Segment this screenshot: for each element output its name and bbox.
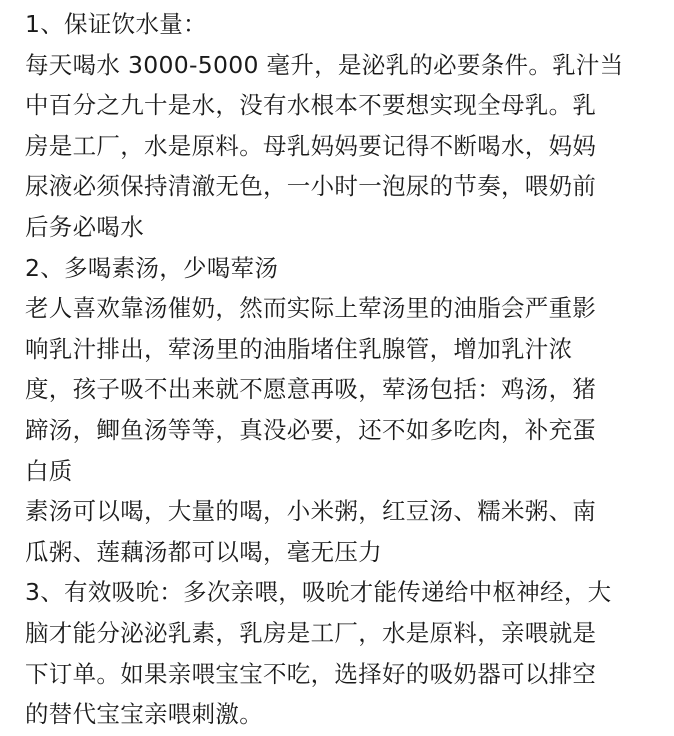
text-line: 瓜粥、莲藕汤都可以喝，毫无压力 <box>25 537 382 566</box>
text-line: 白质 <box>25 456 73 485</box>
text-line: 后务必喝水 <box>25 212 144 241</box>
section-2-heading: 2、多喝素汤，少喝荤汤 <box>25 253 279 282</box>
text-line: 响乳汁排出，荤汤里的油脂堵住乳腺管，增加乳汁浓 <box>25 334 573 363</box>
text-line: 老人喜欢靠汤催奶，然而实际上荤汤里的油脂会严重影 <box>25 294 597 323</box>
text-line: 蹄汤，鲫鱼汤等等，真没必要，还不如多吃肉，补充蛋 <box>25 415 597 444</box>
text-line: 尿液必须保持清澈无色，一小时一泡尿的节奏，喂奶前 <box>25 172 597 201</box>
section-3-heading: 3、有效吸吮：多次亲喂，吸吮才能传递给中枢神经，大 <box>25 578 612 607</box>
text-line: 中百分之九十是水，没有水根本不要想实现全母乳。乳 <box>25 91 597 120</box>
text-line: 房是工厂，水是原料。母乳妈妈要记得不断喝水，妈妈 <box>25 131 597 160</box>
text-line: 的替代宝宝亲喂刺激。 <box>25 700 263 729</box>
text-line: 脑才能分泌泌乳素，乳房是工厂，水是原料，亲喂就是 <box>25 618 597 647</box>
text-line: 每天喝水 3000-5000 毫升，是泌乳的必要条件。乳汁当 <box>25 50 624 79</box>
text-line: 下订单。如果亲喂宝宝不吃，选择好的吸奶器可以排空 <box>25 659 597 688</box>
text-line: 素汤可以喝，大量的喝，小米粥，红豆汤、糯米粥、南 <box>25 497 597 526</box>
text-line: 度，孩子吸不出来就不愿意再吸，荤汤包括：鸡汤，猪 <box>25 375 597 404</box>
section-1-heading: 1、保证饮水量： <box>25 10 207 38</box>
